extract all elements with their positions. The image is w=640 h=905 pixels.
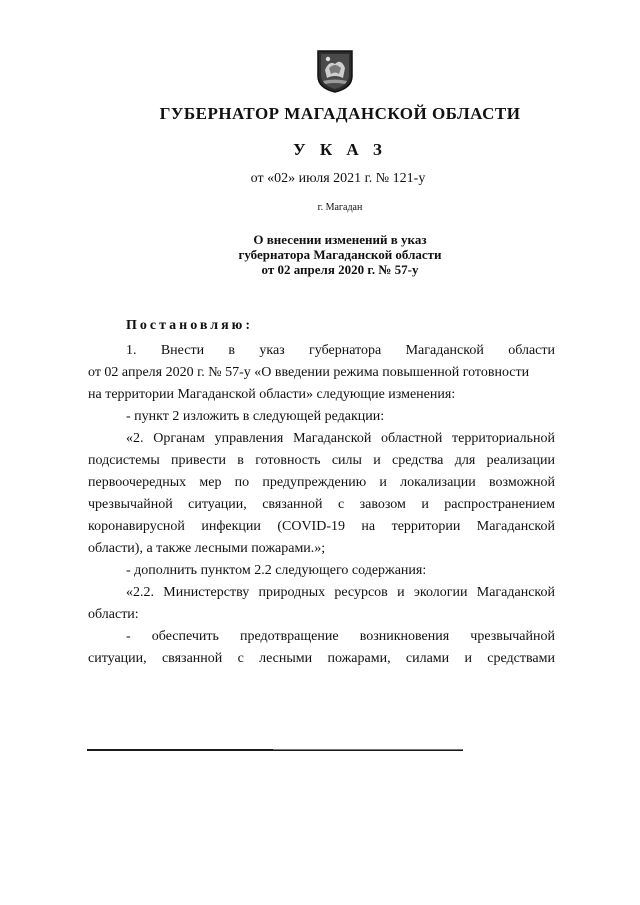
body-line: коронавирусной инфекции (COVID-19 на территории Магаданской: [88, 519, 555, 534]
body-line: области:: [88, 607, 139, 622]
document-date-number: от «02» июля 2021 г. № 121-у: [250, 171, 426, 186]
body-line: «2.2. Министерству природных ресурсов и экологии Магаданской: [126, 585, 555, 600]
body-line: на территории Магаданской области» следующие изменения:: [88, 387, 456, 402]
body-line: ситуации, связанной с лесными пожарами, силами и средствами: [88, 651, 555, 666]
footnote-divider: [87, 749, 463, 751]
body-line: - пункт 2 изложить в следующей редакции:: [126, 409, 385, 424]
subject-line: губернатора Магаданской области: [238, 247, 442, 262]
body-line: от 02 апреля 2020 г. № 57-у «О введении режима повышенной готовности: [88, 365, 530, 380]
body-line: «2. Органам управления Магаданской областной территориальной: [126, 431, 555, 446]
document-subject: [20, 232, 640, 277]
decree-word: Постановляю:: [126, 318, 254, 333]
body-line: области), а также лесными пожарами.»;: [88, 541, 326, 556]
issuer-title: ГУБЕРНАТОР МАГАДАНСКОЙ ОБЛАСТИ: [159, 104, 521, 123]
body-line: первоочередных мер по предупреждению и локализации возможной: [88, 475, 555, 490]
body-line: подсистемы привести в готовность силы и средства для реализации: [88, 453, 555, 468]
body-line: - обеспечить предотвращение возникновения чрезвычайной: [126, 629, 555, 644]
body-line: 1. Внести в указ губернатора Магаданской области: [126, 343, 555, 358]
coat-of-arms-icon: [315, 48, 355, 94]
subject-line: от 02 апреля 2020 г. № 57-у: [261, 262, 419, 277]
document-city: г. Магадан: [317, 202, 363, 213]
body-line: - дополнить пунктом 2.2 следующего содержания:: [126, 563, 427, 578]
subject-line: О внесении изменений в указ: [253, 232, 427, 247]
body-line: чрезвычайной ситуации, связанной с завозом и распространением: [88, 497, 555, 512]
document-body: [88, 340, 555, 670]
document-type: У К А З: [293, 140, 387, 159]
